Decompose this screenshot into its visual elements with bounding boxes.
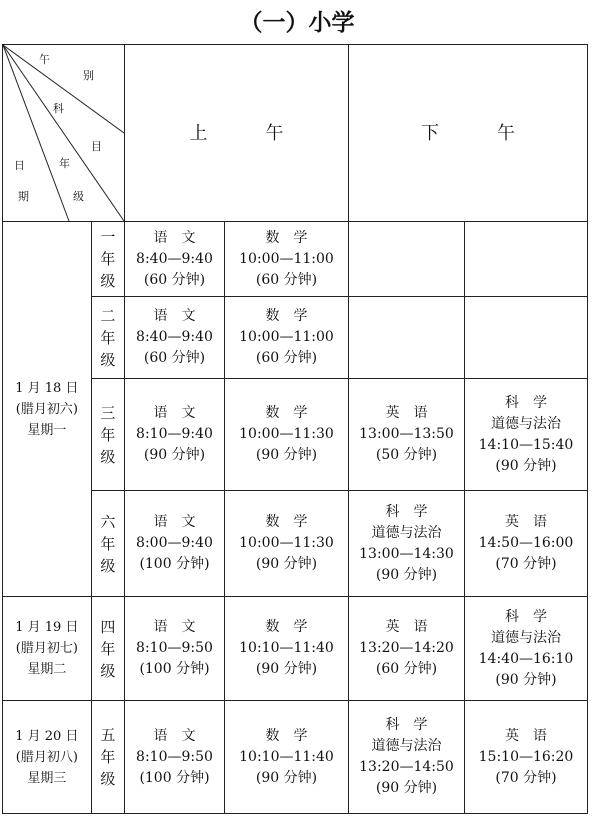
subject: 数 学 <box>265 308 308 324</box>
exam-cell-am2 <box>225 297 349 379</box>
exam-cell-pm2 <box>465 379 588 491</box>
grade-char: 年 <box>100 639 116 658</box>
duration: (60 分钟) <box>255 350 318 366</box>
table-row <box>3 297 588 379</box>
weekday-text: 星期二 <box>27 662 67 677</box>
duration: (90 分钟) <box>255 556 318 572</box>
corner-label-ke: 科 <box>53 102 64 115</box>
duration: (50 分钟) <box>375 447 438 463</box>
corner-label-bie: 别 <box>83 69 94 82</box>
time: 14:50—16:00 <box>478 535 574 551</box>
table-header-row <box>3 45 588 222</box>
exam-cell-am1 <box>125 597 225 701</box>
subject: 英 语 <box>385 405 428 421</box>
duration: (60 分钟) <box>255 271 318 288</box>
grade-cell <box>91 297 124 379</box>
date-text: 1 月 18 日 <box>15 380 79 396</box>
corner-label-qi: 期 <box>18 190 29 203</box>
lunar-date-text: (腊月初六) <box>15 401 78 417</box>
exam-cell-pm1 <box>349 222 465 297</box>
exam-cell-pm1 <box>349 491 465 597</box>
subject: 科 学 <box>505 394 547 411</box>
date-cell <box>3 701 92 814</box>
subject: 英 语 <box>505 727 547 744</box>
subject: 语 文 <box>153 229 196 246</box>
grade-char: 年 <box>100 328 116 347</box>
corner-label-ri: 日 <box>14 159 25 172</box>
grade-cell <box>91 701 124 814</box>
weekday-text: 星期一 <box>27 422 67 438</box>
exam-cell-pm2 <box>465 491 588 597</box>
grade-cell <box>91 222 124 297</box>
morning-header-char-2: 午 <box>265 122 284 144</box>
duration: (100 分钟) <box>139 556 210 572</box>
subject: 语 文 <box>153 308 196 324</box>
lunar-date-text: (腊月初八) <box>15 749 78 765</box>
morning-header-char-1: 上 <box>189 122 208 144</box>
subject: 数 学 <box>265 619 308 635</box>
lunar-date-text: (腊月初七) <box>15 641 78 656</box>
exam-cell-pm2 <box>465 297 588 379</box>
grade-char: 年 <box>100 748 116 766</box>
exam-cell-pm2 <box>465 222 588 297</box>
duration: (90 分钟) <box>495 671 557 688</box>
exam-cell-pm1 <box>349 701 465 814</box>
subject: 英 语 <box>385 619 428 635</box>
time: 14:40—16:10 <box>478 650 574 667</box>
duration: (100 分钟) <box>139 769 210 786</box>
time: 10:00—11:00 <box>239 250 334 267</box>
exam-schedule-table <box>2 44 588 814</box>
table-row <box>3 491 588 597</box>
time: 14:10—15:40 <box>478 436 574 453</box>
duration: (100 分钟) <box>139 661 210 677</box>
duration: (90 分钟) <box>255 769 318 786</box>
exam-cell-am1 <box>125 491 225 597</box>
date-text: 1 月 19 日 <box>15 620 79 635</box>
subject: 数 学 <box>265 514 308 530</box>
time: 13:00—13:50 <box>359 426 454 442</box>
exam-cell-pm1 <box>349 379 465 491</box>
grade-char: 级 <box>100 770 116 788</box>
morning-header <box>125 45 349 222</box>
grade-char: 三 <box>100 403 116 422</box>
subject: 语 文 <box>153 405 196 421</box>
corner-label-ji: 级 <box>73 190 84 203</box>
duration: (90 分钟) <box>143 447 206 463</box>
afternoon-header <box>349 45 588 222</box>
time: 10:10—11:40 <box>239 748 334 765</box>
grade-char: 一 <box>100 228 116 246</box>
corner-label-wu: 午 <box>39 53 50 66</box>
exam-cell-am1 <box>125 701 225 814</box>
time: 8:10—9:40 <box>136 426 213 442</box>
exam-cell-am1 <box>125 297 225 379</box>
time: 10:10—11:40 <box>239 640 334 656</box>
exam-cell-am2 <box>225 597 349 701</box>
afternoon-header-char-1: 下 <box>421 122 439 144</box>
duration: (90 分钟) <box>255 447 318 463</box>
time: 13:00—14:30 <box>359 545 454 562</box>
table-row <box>3 379 588 491</box>
exam-cell-pm2 <box>465 597 588 701</box>
subject-2: 道德与法治 <box>371 524 442 541</box>
subject-2: 道德与法治 <box>371 738 442 754</box>
subject: 科 学 <box>505 608 547 625</box>
time: 13:20—14:20 <box>359 640 454 656</box>
time: 8:10—9:50 <box>136 748 213 765</box>
duration: (90 分钟) <box>495 457 557 474</box>
grade-char: 年 <box>100 425 116 444</box>
exam-cell-am2 <box>225 379 349 491</box>
grade-cell <box>91 597 124 701</box>
grade-char: 二 <box>100 306 116 325</box>
subject: 语 文 <box>153 514 196 530</box>
time: 15:10—16:20 <box>478 748 574 765</box>
subject: 数 学 <box>265 229 308 246</box>
subject: 科 学 <box>385 717 428 733</box>
subject: 科 学 <box>385 503 428 520</box>
exam-cell-am1 <box>125 222 225 297</box>
table-row <box>3 222 588 297</box>
exam-cell-am2 <box>225 222 349 297</box>
page-title: （一）小学 <box>239 10 355 36</box>
time: 10:00—11:00 <box>239 329 334 345</box>
subject: 语 文 <box>153 727 196 744</box>
time: 10:00—11:30 <box>239 426 334 442</box>
subject-2: 道德与法治 <box>491 629 561 646</box>
grade-char: 级 <box>100 556 116 575</box>
grade-char: 级 <box>100 447 116 466</box>
time: 10:00—11:30 <box>239 535 334 551</box>
table-row <box>3 597 588 701</box>
duration: (60 分钟) <box>143 271 206 288</box>
grade-char: 级 <box>100 272 116 290</box>
exam-cell-am2 <box>225 701 349 814</box>
time: 8:10—9:50 <box>136 640 213 656</box>
subject: 英 语 <box>505 514 547 530</box>
duration: (90 分钟) <box>255 661 318 677</box>
corner-label-mu: 目 <box>91 140 102 153</box>
exam-cell-pm2 <box>465 701 588 814</box>
grade-cell <box>91 379 124 491</box>
grade-char: 年 <box>100 534 116 553</box>
subject: 数 学 <box>265 727 308 744</box>
duration: (60 分钟) <box>143 350 206 366</box>
grade-char: 六 <box>100 512 116 531</box>
duration: (90 分钟) <box>375 566 438 583</box>
corner-header <box>3 45 125 222</box>
subject-2: 道德与法治 <box>491 415 561 432</box>
grade-cell <box>91 491 124 597</box>
afternoon-header-char-2: 午 <box>497 122 515 144</box>
time: 13:20—14:50 <box>359 759 454 775</box>
exam-cell-am2 <box>225 491 349 597</box>
date-cell <box>3 597 92 701</box>
duration: (90 分钟) <box>375 780 438 796</box>
time: 8:00—9:40 <box>136 535 213 551</box>
duration: (70 分钟) <box>495 556 557 572</box>
table-row <box>3 701 588 814</box>
time: 8:40—9:40 <box>136 250 213 267</box>
date-text: 1 月 20 日 <box>15 728 79 744</box>
subject: 数 学 <box>265 405 308 421</box>
duration: (70 分钟) <box>495 769 557 786</box>
exam-cell-pm1 <box>349 297 465 379</box>
time: 8:40—9:40 <box>136 329 213 345</box>
corner-label-nian: 年 <box>59 157 70 170</box>
exam-cell-pm1 <box>349 597 465 701</box>
grade-char: 五 <box>100 726 116 744</box>
grade-char: 年 <box>100 250 116 268</box>
grade-char: 四 <box>100 617 116 636</box>
exam-cell-am1 <box>125 379 225 491</box>
duration: (60 分钟) <box>375 661 438 677</box>
date-cell <box>3 222 92 597</box>
grade-char: 级 <box>100 661 116 680</box>
subject: 语 文 <box>153 619 196 635</box>
weekday-text: 星期三 <box>27 770 67 786</box>
grade-char: 级 <box>100 350 116 369</box>
